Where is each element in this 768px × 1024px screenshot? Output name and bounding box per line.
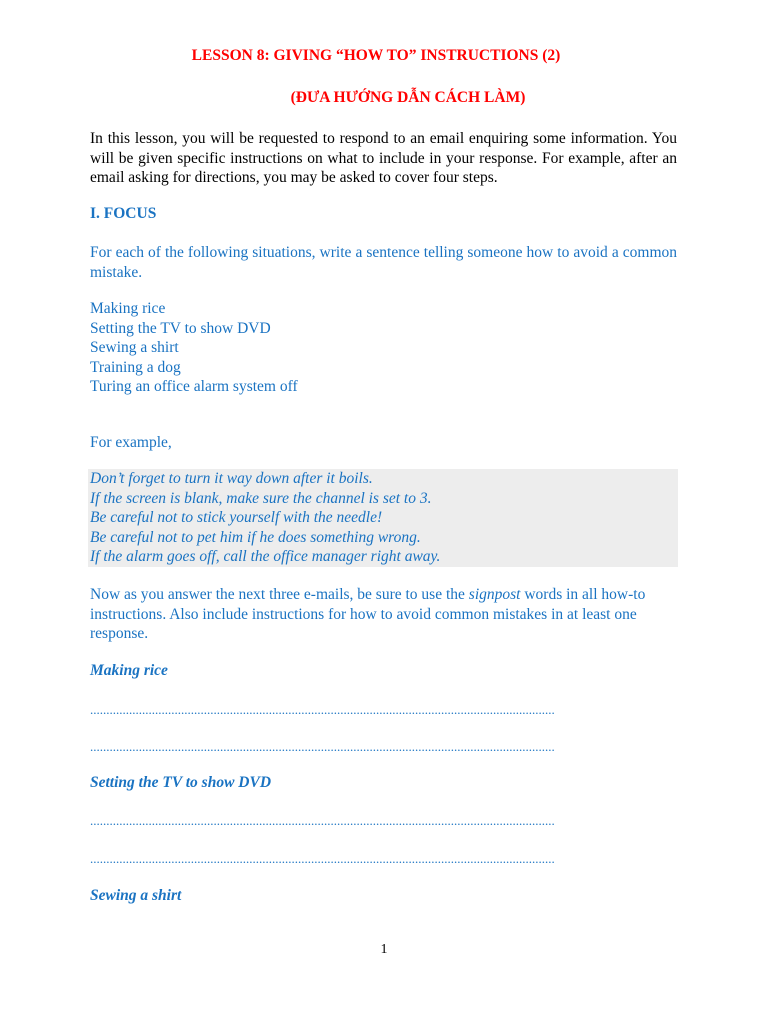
lesson-subtitle: (ĐƯA HƯỚNG DẪN CÁCH LÀM)	[290, 89, 526, 106]
answer-line: ...............................................................................................................................................	[90, 813, 555, 828]
list-item: If the alarm goes off, call the office manager right away.	[90, 548, 441, 565]
answer-line: ...............................................................................................................................................	[90, 702, 555, 717]
situation-list	[90, 299, 298, 397]
signpost-word: signpost	[468, 586, 521, 603]
list-item: Turing an office alarm system off	[90, 378, 298, 395]
intro-paragraph: In this lesson, you will be requested to respond to an email enquiring some information. You will be given specific instructions on what to include in your response. For example, after an email asking for directions, you may be asked to cover four steps.	[90, 130, 677, 186]
list-item: Be careful not to stick yourself with the needle!	[90, 509, 383, 526]
next-instruction	[90, 585, 677, 644]
exercise-label: Sewing a shirt	[90, 887, 182, 904]
list-item: Don’t forget to turn it way down after it boils.	[90, 470, 373, 487]
example-label: For example,	[90, 434, 172, 451]
next-text-end: words in all how-to instructions. Also include instructions for how to avoid common mistakes in at least one response.	[90, 586, 646, 642]
list-item: Be careful not to pet him if he does something wrong.	[90, 528, 421, 546]
answer-line: ...............................................................................................................................................	[90, 739, 555, 754]
list-item: Making rice	[90, 300, 166, 317]
focus-instruction: For each of the following situations, write a sentence telling someone how to avoid a common mistake.	[90, 244, 677, 281]
answer-line: ...............................................................................................................................................	[90, 851, 555, 866]
exercise-label: Setting the TV to show DVD	[90, 774, 272, 791]
next-text-start: Now as you answer the next three e-mails, be sure to use the	[90, 586, 469, 603]
focus-heading: I. FOCUS	[90, 205, 157, 222]
example-list	[90, 469, 440, 567]
list-item: Training a dog	[90, 358, 181, 376]
lesson-title: LESSON 8: GIVING “HOW TO” INSTRUCTIONS (2)	[191, 47, 561, 64]
exercise-label: Making rice	[90, 662, 168, 679]
list-item: Sewing a shirt	[90, 339, 179, 356]
page-number: 1	[380, 942, 388, 957]
list-item: If the screen is blank, make sure the channel is set to 3.	[90, 489, 432, 507]
list-item: Setting the TV to show DVD	[90, 319, 271, 337]
